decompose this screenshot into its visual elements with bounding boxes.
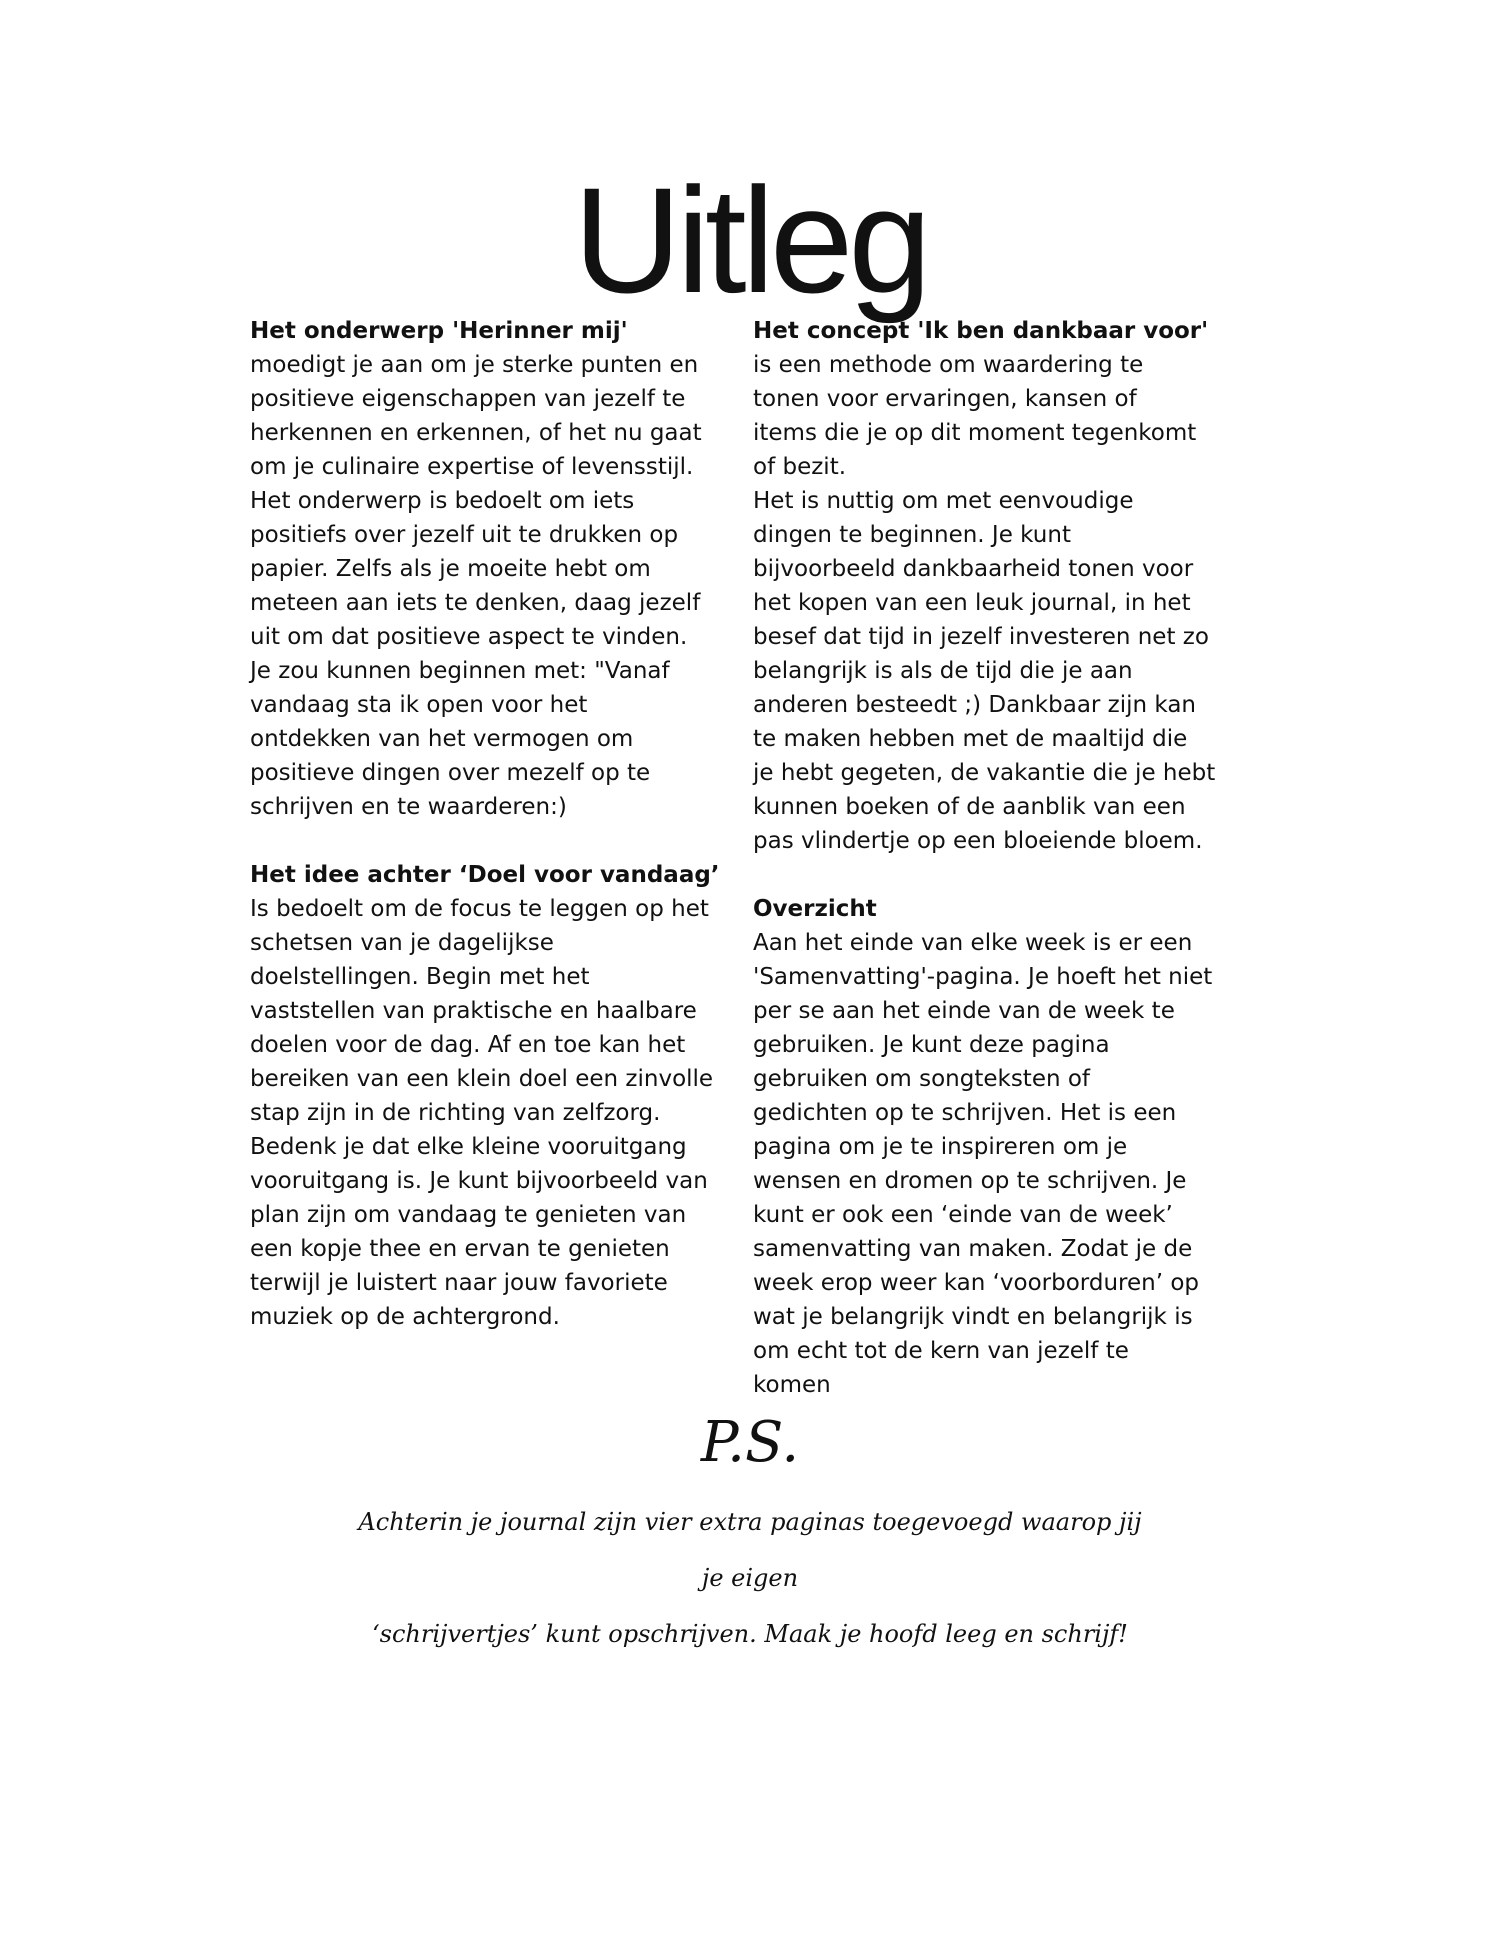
postscript-mark: P.S. [700,1410,800,1475]
left-column [250,314,740,1368]
page-title: Uitleg [573,156,927,324]
section-body: is een methode om waardering te tonen voor ervaringen, kansen of items die je op dit moment tegenkomt of bezit. Het is nuttig om met eenvoudige dingen te beginnen. Je kunt bijvoorbeeld dankbaarheid tonen voor het kopen van een leuk journal, in het besef dat tijd in jezelf investeren net zo belangrijk is als de tijd die je aan anderen besteedt ;) Dankbaar zijn kan te maken hebben met de maaltijd die je hebt gegeten, de vakantie die je hebt kunnen boeken of de aanblik van een pas vlindertje op een bloeiende bloem. [753,352,1216,854]
section-heading: Het onderwerp 'Herinner mij' [250,318,628,344]
section-body: Aan het einde van elke week is er een 'Samenvatting'-pagina. Je hoeft het niet per se aan het einde van de week te gebruiken. Je kunt deze pagina gebruiken om songteksten of gedichten op te schrijven. Het is een pagina om je te inspireren om je wensen en dromen op te schrijven. Je kunt er ook een ‘einde van de week’ samenvatting van maken. Zodat je de week erop weer kan ‘voorborduren’ op wat je belangrijk vindt en belangrijk is om echt tot de kern van jezelf te komen [753,930,1213,1398]
right-column [753,314,1243,1436]
section-dankbaar-voor [753,314,1243,858]
section-herinner-mij [250,314,740,824]
section-body: Is bedoelt om de focus te leggen op het schetsen van je dagelijkse doelstellingen. Begin met het vaststellen van praktische en haalbare doelen voor de dag. Af en toe kan het bereiken van een klein doel een zinvolle stap zijn in de richting van zelfzorg. Bedenk je dat elke kleine vooruitgang vooruitgang is. Je kunt bijvoorbeeld van plan zijn om vandaag te genieten van een kopje thee en ervan te genieten terwijl je luistert naar jouw favoriete muziek op de achtergrond. [250,896,714,1330]
section-heading: Het idee achter ‘Doel voor vandaag’ [250,862,720,888]
section-heading: Het concept 'Ik ben dankbaar voor' [753,318,1209,344]
section-body: moedigt je aan om je sterke punten en positieve eigenschappen van jezelf te herkennen en erkennen, of het nu gaat om je culinaire expertise of levensstijl. Het onderwerp is bedoelt om iets positiefs over jezelf uit te drukken op papier. Zelfs als je moeite hebt om meteen aan iets te denken, daag jezelf uit om dat positieve aspect te vinden. Je zou kunnen beginnen met: "Vanaf vandaag sta ik open voor het ontdekken van het vermogen om positieve dingen over mezelf op te schrijven en te waarderen:) [250,352,702,820]
postscript [0,1408,1500,1662]
postscript-text: Achterin je journal zijn vier extra paginas toegevoegd waarop jij je eigen ‘schrijvertjes’ kunt opschrijven. Maak je hoofd leeg en schrijf! [358,1508,1142,1648]
section-doel-voor-vandaag [250,858,740,1334]
section-heading: Overzicht [753,896,877,922]
section-overzicht [753,892,1243,1402]
